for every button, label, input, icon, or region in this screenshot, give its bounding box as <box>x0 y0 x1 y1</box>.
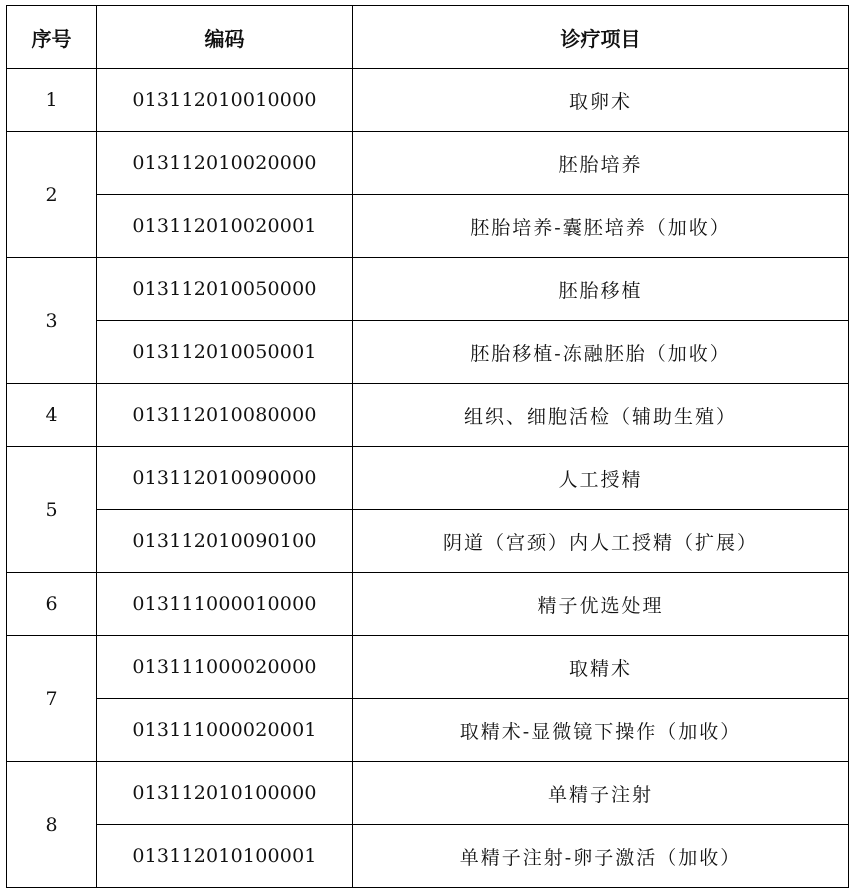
row-code: 013112010080000 <box>97 384 353 447</box>
procedure-code-table <box>6 5 849 888</box>
row-item: 组织、细胞活检（辅助生殖） <box>353 384 849 447</box>
table-row <box>7 762 849 825</box>
table-row <box>7 510 849 573</box>
table-row <box>7 825 849 888</box>
row-item: 人工授精 <box>353 447 849 510</box>
row-index: 2 <box>7 132 97 258</box>
table-row <box>7 447 849 510</box>
header-item: 诊疗项目 <box>353 6 849 69</box>
row-item: 取卵术 <box>353 69 849 132</box>
row-code: 013112010100000 <box>97 762 353 825</box>
row-index: 1 <box>7 69 97 132</box>
row-code: 013112010050000 <box>97 258 353 321</box>
row-code: 013112010090100 <box>97 510 353 573</box>
row-item: 单精子注射-卵子激活（加收） <box>353 825 849 888</box>
table-row <box>7 69 849 132</box>
table-row <box>7 636 849 699</box>
row-item: 取精术 <box>353 636 849 699</box>
row-code: 013112010010000 <box>97 69 353 132</box>
row-index: 6 <box>7 573 97 636</box>
table-row <box>7 258 849 321</box>
row-code: 013112010020000 <box>97 132 353 195</box>
row-item: 取精术-显微镜下操作（加收） <box>353 699 849 762</box>
table-row <box>7 321 849 384</box>
table-row <box>7 195 849 258</box>
row-item: 胚胎移植-冻融胚胎（加收） <box>353 321 849 384</box>
table-row <box>7 573 849 636</box>
row-item: 胚胎培养 <box>353 132 849 195</box>
row-index: 5 <box>7 447 97 573</box>
table-row <box>7 699 849 762</box>
row-code: 013112010050001 <box>97 321 353 384</box>
row-code: 013112010100001 <box>97 825 353 888</box>
row-code: 013111000020000 <box>97 636 353 699</box>
row-code: 013111000020001 <box>97 699 353 762</box>
row-index: 7 <box>7 636 97 762</box>
table-row <box>7 132 849 195</box>
row-index: 3 <box>7 258 97 384</box>
row-item: 阴道（宫颈）内人工授精（扩展） <box>353 510 849 573</box>
table-row <box>7 384 849 447</box>
row-code: 013112010020001 <box>97 195 353 258</box>
table-header-row <box>7 6 849 69</box>
row-code: 013112010090000 <box>97 447 353 510</box>
row-item: 胚胎培养-囊胚培养（加收） <box>353 195 849 258</box>
row-index: 8 <box>7 762 97 888</box>
row-item: 单精子注射 <box>353 762 849 825</box>
header-index: 序号 <box>7 6 97 69</box>
row-code: 013111000010000 <box>97 573 353 636</box>
row-index: 4 <box>7 384 97 447</box>
header-code: 编码 <box>97 6 353 69</box>
row-item: 精子优选处理 <box>353 573 849 636</box>
row-item: 胚胎移植 <box>353 258 849 321</box>
